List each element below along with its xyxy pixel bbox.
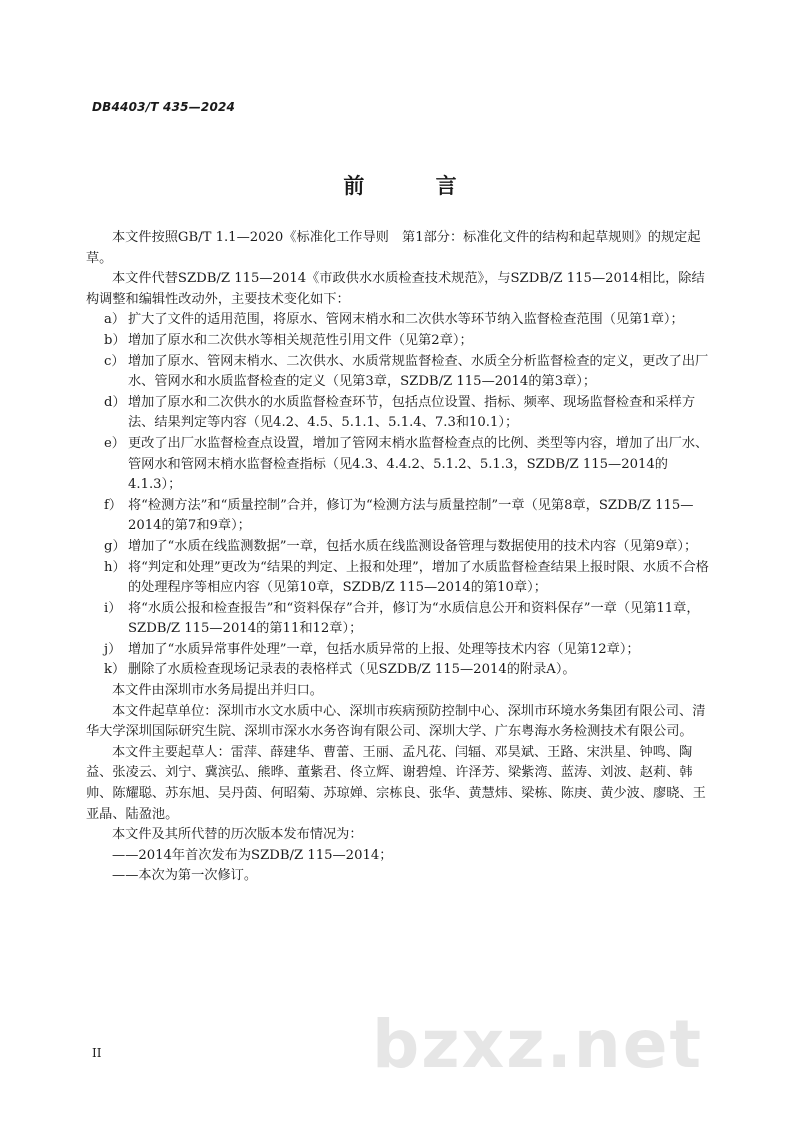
list-marker: h） [104,559,126,575]
list-item [86,393,714,434]
list-marker: f） [104,497,123,513]
list-item [86,352,714,393]
page-title: 前 言 [343,174,489,198]
list-marker: i） [104,600,122,616]
list-marker: k） [104,662,126,678]
watermark: bzxz.net [372,1006,704,1083]
changes-list [86,310,714,681]
list-item [86,599,714,640]
paragraph: 本文件主要起草人：雷萍、薛建华、曹蕾、王丽、孟凡花、闫辐、邓昊斌、王路、宋洪星、钟鸣、陶益、张凌云、刘宁、冀滨弘、熊晔、董紫君、佟立辉、谢碧煌、许泽芳、梁紫湾、蓝涛、刘波、赵莉、韩帅、陈耀聪、苏东旭、吴丹茵、何昭菊、苏琼婵、宗栋良、张华、黄慧炜、梁栋、陈庚、黄少波、廖晓、王亚晶、陆盈池。 [86,744,706,822]
list-item [86,310,714,331]
list-marker: d） [104,394,126,410]
list-item-text: 增加了原水和二次供水等相关规范性引用文件（见第2章）； [128,332,473,348]
list-item-text: 增加了原水和二次供水的水质监督检查环节，包括点位设置、指标、频率、现场监督检查和采样方法、结果判定等内容（见4.2、4.5、5.1.1、5.1.4、7.3和10.1）； [128,394,696,431]
paragraph: 本文件由深圳市水务局提出并归口。 [112,683,323,699]
list-item [86,660,714,681]
document-body [86,228,714,887]
list-item-text: 将“水质公报和检查报告”和“资料保存”合并，修订为“水质信息公开和资料保存”一章（见第11章，SZDB/Z 115—2014的第11和12章）； [128,600,700,637]
list-item-text: 增加了“水质异常事件处理”一章，包括水质异常的上报、处理等技术内容（见第12章）； [128,641,640,657]
list-item-text: 增加了原水、管网末梢水、二次供水、水质常规监督检查、水质全分析监督检查的定义，更改了出厂水、管网水和水质监督检查的定义（见第3章，SZDB/Z 115—2014的第3章）； [128,353,709,390]
list-item [86,331,714,352]
history-line: ——2014年首次发布为SZDB/Z 115—2014； [112,847,393,863]
list-item [86,434,714,496]
list-marker: c） [104,353,125,369]
paragraph: 本文件及其所代替的历次版本发布情况为： [112,827,363,843]
paragraph: 本文件按照GB/T 1.1—2020《标准化工作导则 第1部分：标准化文件的结构和起草规则》的规定起草。 [86,230,701,266]
history-line: ——本次为第一次修订。 [112,868,258,884]
page-number: II [92,1046,102,1060]
list-item [86,558,714,599]
paragraph: 本文件代替SZDB/Z 115—2014《市政供水水质检查技术规范》，与SZDB/Z 115—2014相比，除结构调整和编辑性改动外，主要技术变化如下： [86,271,705,307]
list-item-text: 将“检测方法”和“质量控制”合并，修订为“检测方法与质量控制”一章（见第8章，SZDB/Z 115—2014的第7和9章）； [128,497,694,534]
list-item [86,496,714,537]
paragraph: 本文件起草单位：深圳市水文水质中心、深圳市疾病预防控制中心、深圳市环境水务集团有限公司、清华大学深圳国际研究生院、深圳市深水水务咨询有限公司、深圳大学、广东粤海水务检测技术有限公司。 [86,703,706,740]
list-item-text: 更改了出厂水监督检查点设置，增加了管网末梢水监督检查点的比例、类型等内容，增加了出厂水、管网水和管网末梢水监督检查指标（见4.3、4.4.2、5.1.2、5.1.3，SZDB/Z 115—2014的4.1.3）； [128,435,709,493]
list-marker: e） [104,435,125,451]
list-item [86,537,714,558]
list-item-text: 扩大了文件的适用范围，将原水、管网末梢水和二次供水等环节纳入监督检查范围（见第1章）； [128,312,684,328]
list-item-text: 删除了水质检查现场记录表的表格样式（见SZDB/Z 115—2014的附录A）。 [128,662,576,678]
list-marker: a） [104,312,126,328]
list-item [86,640,714,661]
list-marker: g） [104,538,126,554]
list-item-text: 将“判定和处理”更改为“结果的判定、上报和处理”，增加了水质监督检查结果上报时限、水质不合格的处理程序等相应内容（见第10章，SZDB/Z 115—2014的第10章）； [128,559,709,596]
list-marker: b） [104,332,126,348]
list-marker: j） [104,641,122,657]
document-code: DB4403/T 435—2024 [92,100,236,114]
list-item-text: 增加了“水质在线监测数据”一章，包括水质在线监测设备管理与数据使用的技术内容（见第9章）； [128,538,698,554]
